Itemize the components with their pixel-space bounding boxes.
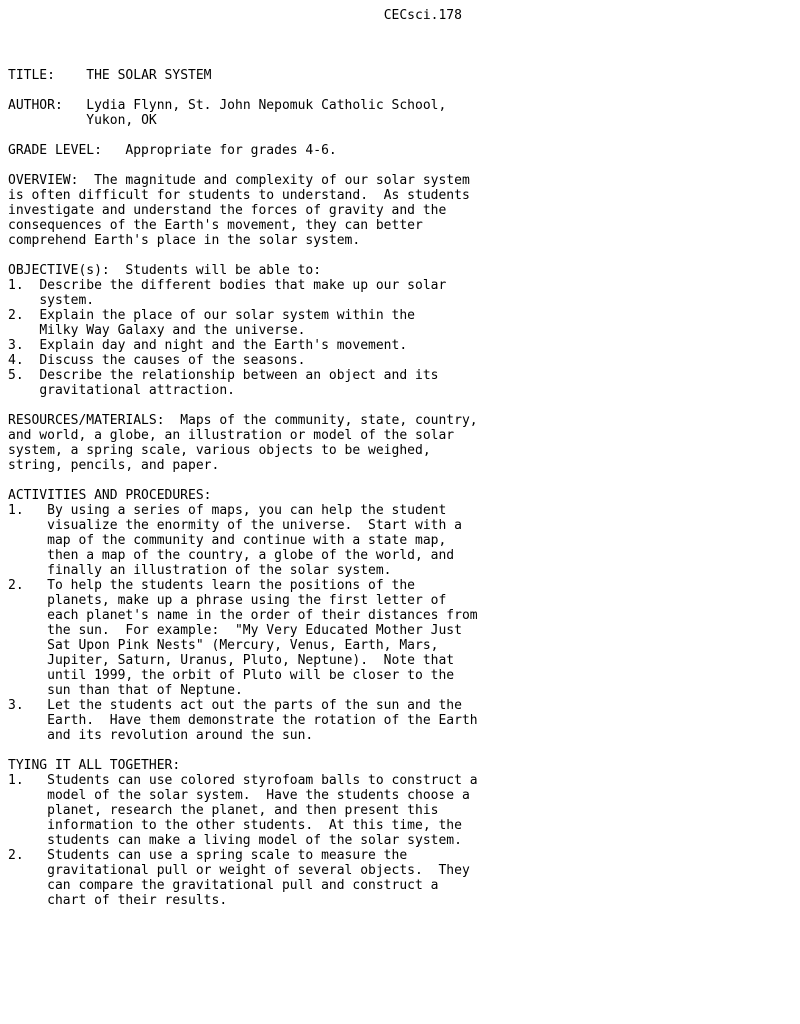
tying-line: chart of their results. bbox=[47, 893, 228, 908]
resources-label: RESOURCES/MATERIALS: bbox=[8, 413, 165, 428]
activity-line: and its revolution around the sun. bbox=[47, 728, 314, 743]
doc-title: THE SOLAR SYSTEM bbox=[86, 68, 212, 83]
title-label: TITLE: bbox=[8, 68, 55, 83]
grade-label: GRADE LEVEL: bbox=[8, 143, 102, 158]
objective-number: 3. bbox=[8, 338, 24, 353]
author-label: AUTHOR: bbox=[8, 98, 63, 113]
resources-line: system, a spring scale, various objects to be weighed, bbox=[8, 443, 431, 458]
activity-line: planets, make up a phrase using the first letter of bbox=[47, 593, 447, 608]
author-line: Yukon, OK bbox=[86, 113, 157, 128]
activity-line: the sun. For example: "My Very Educated Mother Just bbox=[47, 623, 462, 638]
objective-number: 4. bbox=[8, 353, 24, 368]
objective-line: Discuss the causes of the seasons. bbox=[39, 353, 306, 368]
tying-line: model of the solar system. Have the students choose a bbox=[47, 788, 470, 803]
activity-line: Jupiter, Saturn, Uranus, Pluto, Neptune). Note that bbox=[47, 653, 455, 668]
activity-line: then a map of the country, a globe of the world, and bbox=[47, 548, 455, 563]
overview-line: consequences of the Earth's movement, they can better bbox=[8, 218, 423, 233]
tying-line: can compare the gravitational pull and construct a bbox=[47, 878, 439, 893]
objective-number: 1. bbox=[8, 278, 24, 293]
activity-line: map of the community and continue with a state map, bbox=[47, 533, 447, 548]
tying-number: 1. bbox=[8, 773, 24, 788]
activity-line: until 1999, the orbit of Pluto will be closer to the bbox=[47, 668, 455, 683]
resources-line: and world, a globe, an illustration or model of the solar bbox=[8, 428, 455, 443]
objective-line: Explain day and night and the Earth's movement. bbox=[39, 338, 408, 353]
activity-line: Sat Upon Pink Nests" (Mercury, Venus, Earth, Mars, bbox=[47, 638, 439, 653]
activity-line: finally an illustration of the solar system. bbox=[47, 563, 392, 578]
doc-id-indent bbox=[8, 8, 384, 23]
resources-line: string, pencils, and paper. bbox=[8, 458, 220, 473]
activity-number: 3. bbox=[8, 698, 24, 713]
grade-level: Appropriate for grades 4-6. bbox=[125, 143, 337, 158]
tying-line: students can make a living model of the solar system. bbox=[47, 833, 462, 848]
objectives-label: OBJECTIVE(s): bbox=[8, 263, 110, 278]
tying-line: information to the other students. At this time, the bbox=[47, 818, 462, 833]
tying-line: Students can use a spring scale to measure the bbox=[47, 848, 408, 863]
resources-line: Maps of the community, state, country, bbox=[180, 413, 478, 428]
objective-line: Explain the place of our solar system within the bbox=[39, 308, 415, 323]
overview-line: comprehend Earth's place in the solar system. bbox=[8, 233, 361, 248]
activity-line: By using a series of maps, you can help the student bbox=[47, 503, 447, 518]
activity-line: To help the students learn the positions of the bbox=[47, 578, 415, 593]
objective-line: system. bbox=[39, 293, 95, 308]
overview-line: investigate and understand the forces of gravity and the bbox=[8, 203, 447, 218]
objective-line: gravitational attraction. bbox=[39, 383, 235, 398]
tying-label: TYING IT ALL TOGETHER: bbox=[8, 758, 181, 773]
activity-line: Let the students act out the parts of the sun and the bbox=[47, 698, 462, 713]
activity-number: 2. bbox=[8, 578, 24, 593]
activity-line: Earth. Have them demonstrate the rotation of the Earth bbox=[47, 713, 478, 728]
objective-line: Describe the relationship between an object and its bbox=[39, 368, 439, 383]
doc-id: CECsci.178 bbox=[383, 8, 462, 23]
overview-line: is often difficult for students to understand. As students bbox=[8, 188, 470, 203]
tying-line: Students can use colored styrofoam balls to construct a bbox=[47, 773, 478, 788]
tying-line: planet, research the planet, and then present this bbox=[47, 803, 439, 818]
objective-number: 2. bbox=[8, 308, 24, 323]
activities-label: ACTIVITIES AND PROCEDURES: bbox=[8, 488, 212, 503]
objective-line: Milky Way Galaxy and the universe. bbox=[39, 323, 306, 338]
activity-line: visualize the enormity of the universe. Start with a bbox=[47, 518, 462, 533]
tying-number: 2. bbox=[8, 848, 24, 863]
tying-line: gravitational pull or weight of several objects. They bbox=[47, 863, 470, 878]
activity-line: each planet's name in the order of their distances from bbox=[47, 608, 478, 623]
objectives-intro: Students will be able to: bbox=[125, 263, 322, 278]
objective-number: 5. bbox=[8, 368, 24, 383]
author-line: Lydia Flynn, St. John Nepomuk Catholic School, bbox=[86, 98, 447, 113]
overview-line: The magnitude and complexity of our solar system bbox=[94, 173, 470, 188]
activity-number: 1. bbox=[8, 503, 24, 518]
objective-line: Describe the different bodies that make up our solar bbox=[39, 278, 447, 293]
activity-line: sun than that of Neptune. bbox=[47, 683, 243, 698]
overview-label: OVERVIEW: bbox=[8, 173, 79, 188]
